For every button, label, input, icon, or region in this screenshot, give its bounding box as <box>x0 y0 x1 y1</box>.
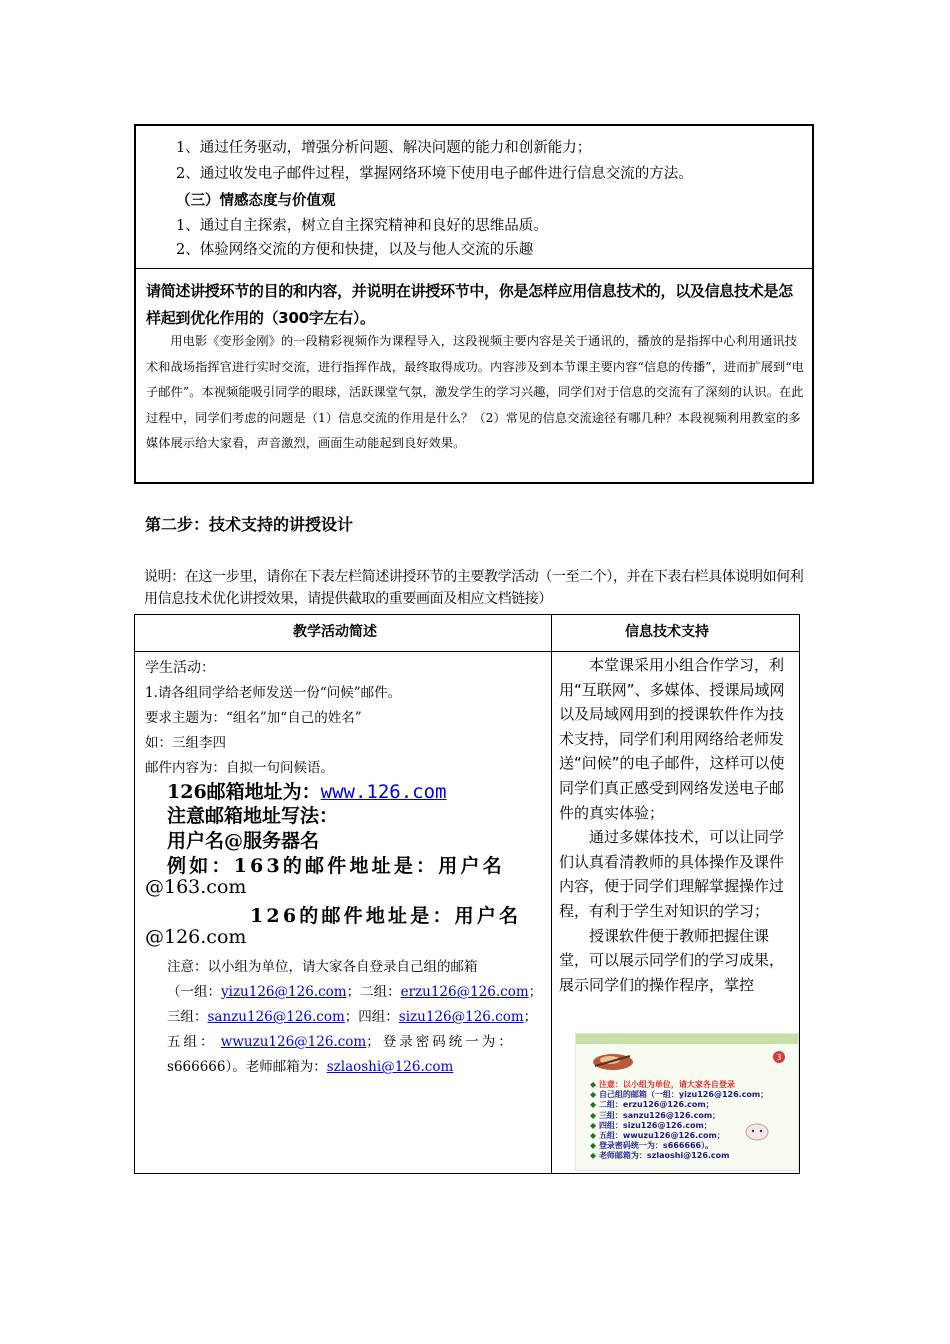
objectives-box <box>134 124 814 484</box>
g4-email-link[interactable]: sizu126@126.com <box>398 1009 524 1025</box>
password-text: ；登录密码统一为： <box>366 1034 515 1050</box>
g5-email-link[interactable]: wwuzu126@126.com <box>220 1034 367 1050</box>
slide-line: ◆ 注意：以小组为单位，请大家各自登录 <box>590 1080 768 1090</box>
address-label: 126邮箱地址为： <box>167 781 321 803</box>
activity-item-1: 1.请各组同学给老师发送一份“问候”邮件。 <box>145 685 402 701</box>
format-note: 注意邮箱地址写法： <box>167 805 339 827</box>
step2-title: 第二步：技术支持的讲授设计 <box>145 515 354 534</box>
cartoon-figure-icon <box>744 1122 770 1142</box>
slide-line: ◆ 四组：sizu126@126.com； <box>590 1121 768 1131</box>
it-support-text <box>559 653 793 997</box>
rocket-icon <box>590 1046 636 1076</box>
password-line: s666666）。老师邮箱为： <box>167 1059 327 1075</box>
it-paragraph-2: 通过多媒体技术，可以让同学们认真看清教师的具体操作及课件内容，便于同学们理解掌握操作过程，有利于学生对知识的学习； <box>559 828 785 920</box>
example-126-b: @126.com <box>145 926 247 948</box>
column-divider <box>551 615 552 1173</box>
skill-item-2: 2、通过收发电子邮件过程，掌握网络环境下使用电子邮件进行信息交流的方法。 <box>176 166 693 182</box>
step2-note: 说明：在这一步里，请你在下表左栏简述讲授环节的主要教学活动（一至二个），并在下表右栏具体说明如何利用信息技术优化讲授效果，请提供截取的重要画面及相应文档链接） <box>144 569 804 607</box>
slide-line: ◆ 登录密码统一为：s666666）。 <box>590 1141 768 1151</box>
address-line <box>167 777 447 804</box>
slide-line: ◆ 二组：erzu126@126.com； <box>590 1100 768 1110</box>
format-rule: 用户名@服务器名 <box>167 830 320 852</box>
address-link[interactable]: www.126.com <box>320 781 447 803</box>
group-line-1 <box>167 980 542 1000</box>
slide-band <box>576 1034 798 1044</box>
activity-label: 学生活动： <box>145 660 215 676</box>
activity-table <box>134 614 800 1174</box>
g4-prefix: ；四组： <box>344 1009 399 1025</box>
group-line-2 <box>167 1005 537 1025</box>
slide-line: ◆ 老师邮箱为：szlaoshi@126.com <box>590 1151 768 1161</box>
slide-line: ◆ 五组：wwuzu126@126.com； <box>590 1131 768 1141</box>
slide-screenshot <box>575 1033 799 1171</box>
example-text: 如：三组李四 <box>145 735 226 751</box>
g2-prefix: ；二组： <box>346 984 401 1000</box>
col-header-it-support: 信息技术支持 <box>625 624 709 640</box>
affective-item-1: 1、通过自主探索，树立自主探究精神和良好的思维品质。 <box>176 218 548 234</box>
svg-text:3: 3 <box>776 1053 782 1062</box>
skill-item-1: 1、通过任务驱动，增强分析问题、解决问题的能力和创新能力； <box>176 140 592 156</box>
semicolon: ； <box>523 1009 538 1025</box>
subject-rule: 要求主题为：“组名”加“自己的姓名” <box>145 710 362 726</box>
example-126-a: 126的邮件地址是：用户名 <box>250 905 522 927</box>
page-badge-icon <box>772 1050 786 1064</box>
slide-line: ◆ 三组：sanzu126@126.com； <box>590 1111 768 1121</box>
lecture-answer: 用电影《变形金刚》的一段精彩视频作为课程导入，这段视频主要内容是关于通讯的，播放的是指挥中心利用通讯技术和战场指挥官进行实时交流，进行指挥作战，最终取得成功。内容涉及到本节课主要内容“信息的传播”，进而扩展到“电子邮件”。本视频能吸引同学的眼球，活跃课堂气氛，激发学生的学习兴趣，同学们对于信息的交流有了深刻的认识。在此过程中，同学们考虑的问题是（1）信息交流的作用是什么？（2）常见的信息交流途径有哪几种？本段视频利用教室的多媒体展示给大家看，声音激烈，画面生动能起到良好效果。 <box>146 334 804 450</box>
teacher-email-link[interactable]: szlaoshi@126.com <box>326 1059 454 1075</box>
g5-prefix: 五组： <box>167 1034 217 1050</box>
example-163-a: 例如：163的邮件地址是：用户名 <box>167 855 505 877</box>
it-paragraph-1: 本堂课采用小组合作学习，利用“互联网”、多媒体、授课局域网以及局域网用到的授课软件作为技术支持，同学们利用网络给老师发送“问候”的电子邮件，这样可以使同学们真正感受到网络发送电子邮件的真实体验； <box>559 656 785 822</box>
header-divider <box>135 651 799 652</box>
col-header-activity: 教学活动简述 <box>293 624 377 640</box>
content-rule: 邮件内容为：自拟一句问候语。 <box>145 760 334 776</box>
group-line-4 <box>167 1055 453 1075</box>
slide-text-list <box>590 1080 768 1162</box>
group-line-3 <box>167 1030 515 1050</box>
g2-email-link[interactable]: erzu126@126.com <box>400 984 529 1000</box>
g1-email-link[interactable]: yizu126@126.com <box>221 984 347 1000</box>
group-note: 注意：以小组为单位，请大家各自登录自己组的邮箱 <box>167 959 478 975</box>
slide-line: ◆ 自己组的邮箱（一组：yizu126@126.com； <box>590 1090 768 1100</box>
lecture-prompt: 请简述讲授环节的目的和内容，并说明在讲授环节中，你是怎样应用信息技术的，以及信息技术是怎样起到优化作用的（300字左右）。 <box>146 282 793 327</box>
g1-prefix: （一组： <box>167 984 221 1000</box>
affective-item-2: 2、体验网络交流的方便和快捷，以及与他人交流的乐趣 <box>176 242 534 258</box>
example-163-b: @163.com <box>145 876 247 898</box>
g3-prefix: 三组： <box>167 1009 208 1025</box>
affective-heading: （三）情感态度与价值观 <box>176 193 336 209</box>
semicolon: ； <box>528 984 543 1000</box>
g3-email-link[interactable]: sanzu126@126.com <box>207 1009 345 1025</box>
objectives-section <box>136 126 812 269</box>
it-paragraph-3: 授课软件便于教师把握住课堂，可以展示同学们的学习成果，展示同学们的操作程序，掌控 <box>559 926 785 994</box>
